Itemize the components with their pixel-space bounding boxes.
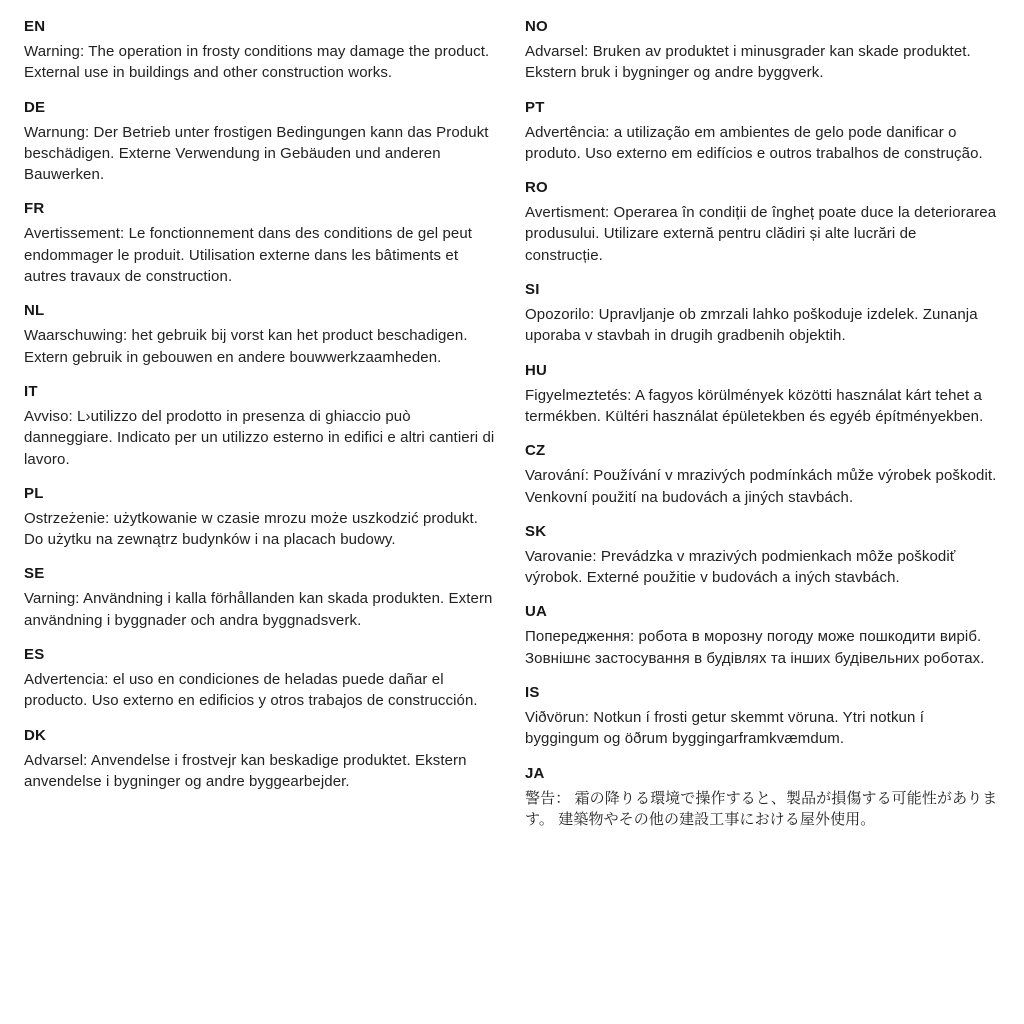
language-code: NL: [24, 302, 45, 320]
warning-text: Opozorilo: Upravljanje ob zmrzali lahko poškoduje izdelek. Zunanja uporaba v stavbah in drugih gradbenih objektih.: [525, 306, 978, 345]
lang-block-no: [525, 10, 998, 84]
lang-block-ua: [525, 588, 998, 669]
warning-text: Varning: Användning i kalla förhållanden kan skada produkten. Extern användning i byggnader och andra byggnadsverk.: [24, 590, 493, 629]
language-code: SK: [525, 522, 547, 540]
lang-block-es: [24, 631, 497, 712]
language-code: PL: [24, 484, 44, 502]
language-code: JA: [525, 764, 545, 782]
language-code: EN: [24, 18, 46, 35]
warning-text: Advarsel: Anvendelse i frostvejr kan beskadige produktet. Ekstern anvendelse i bygninger og andre byggearbejder.: [24, 751, 467, 790]
lang-block-ro: [525, 164, 998, 266]
left-column: [24, 10, 497, 830]
language-code: FR: [24, 200, 45, 218]
language-code: RO: [525, 179, 548, 197]
warning-text: Avviso: L›utilizzo del prodotto in presenza di ghiaccio può danneggiare. Indicato per un utilizzo esterno in edifici e altri cantieri di lavoro.: [24, 407, 495, 468]
lang-block-se: [24, 550, 497, 631]
warning-text: Viðvörun: Notkun í frosti getur skemmt vöruna. Ytri notkun í byggingum og öðrum byggingarframkvæmdum.: [525, 709, 924, 748]
language-code: DK: [24, 726, 47, 744]
lang-block-nl: [24, 287, 497, 368]
lang-block-hu: [525, 347, 998, 428]
warning-text: Попередження: робота в морозну погоду може пошкодити виріб. Зовнішнє застосування в будівлях та інших будівельних роботах.: [525, 628, 985, 667]
warning-text: Varování: Používání v mrazivých podmínkách může výrobek poškodit. Venkovní použití na budovách a jiných stavbách.: [525, 467, 997, 506]
language-code: SI: [525, 281, 540, 299]
lang-block-ja: [525, 750, 998, 831]
lang-block-en: [24, 10, 497, 84]
language-code: DE: [24, 98, 46, 116]
warning-text: 警告： 霜の降りる環境で操作すると、製品が損傷する可能性があります。 建築物やその他の建設工事における屋外使用。: [525, 789, 998, 828]
warning-text: Figyelmeztetés: A fagyos körülmények közötti használat kárt tehet a termékben. Kültéri használat épületekben és egyéb építményekben.: [525, 386, 984, 425]
language-code: CZ: [525, 442, 546, 460]
lang-block-fr: [24, 185, 497, 287]
language-code: ES: [24, 646, 45, 664]
warning-text: Warnung: Der Betrieb unter frostigen Bedingungen kann das Produkt beschädigen. Externe Verwendung in Gebäuden und anderen Bauwerken.: [24, 123, 489, 184]
language-code: IS: [525, 684, 540, 702]
lang-block-it: [24, 368, 497, 470]
language-code: PT: [525, 98, 545, 116]
warning-text: Warning: The operation in frosty conditions may damage the product. External use in buildings and other construction works.: [24, 43, 490, 82]
warning-text: Advarsel: Bruken av produktet i minusgrader kan skade produktet. Ekstern bruk i bygninger og andre byggverk.: [525, 43, 971, 82]
language-code: UA: [525, 603, 548, 621]
warning-text: Waarschuwing: het gebruik bij vorst kan het product beschadigen. Extern gebruik in gebouwen en andere bouwwerkzaamheden.: [24, 327, 468, 366]
warning-text: Varovanie: Prevádzka v mrazivých podmienkach môže poškodiť výrobok. Externé použitie v budovách a iných stavbách.: [525, 547, 956, 587]
lang-block-cz: [525, 427, 998, 508]
lang-block-sk: [525, 508, 998, 589]
lang-block-si: [525, 266, 998, 347]
lang-block-is: [525, 669, 998, 750]
lang-block-pl: [24, 470, 497, 551]
right-column: [525, 10, 998, 830]
warning-text: Ostrzeżenie: użytkowanie w czasie mrozu może uszkodzić produkt. Do użytku na zewnątrz budynków i na placach budowy.: [24, 509, 478, 549]
warning-text: Avertisment: Operarea în condiții de îngheț poate duce la deteriorarea produsului. Utilizare externă pentru clădiri și alte lucrări de construcție.: [525, 204, 997, 264]
lang-block-dk: [24, 712, 497, 793]
lang-block-pt: [525, 84, 998, 165]
language-code: HU: [525, 361, 548, 379]
lang-block-de: [24, 84, 497, 186]
warning-text: Avertissement: Le fonctionnement dans des conditions de gel peut endommager le produit. Utilisation externe dans les bâtiments et autres travaux de construction.: [24, 225, 473, 286]
language-code: SE: [24, 565, 45, 583]
warning-text: Advertencia: el uso en condiciones de heladas puede dañar el producto. Uso externo en edificios y otros trabajos de construcción.: [24, 671, 478, 710]
language-code: IT: [24, 382, 38, 400]
warning-text: Advertência: a utilização em ambientes de gelo pode danificar o produto. Uso externo em edifícios e outros trabalhos de construção.: [525, 123, 983, 162]
language-code: NO: [525, 18, 548, 35]
